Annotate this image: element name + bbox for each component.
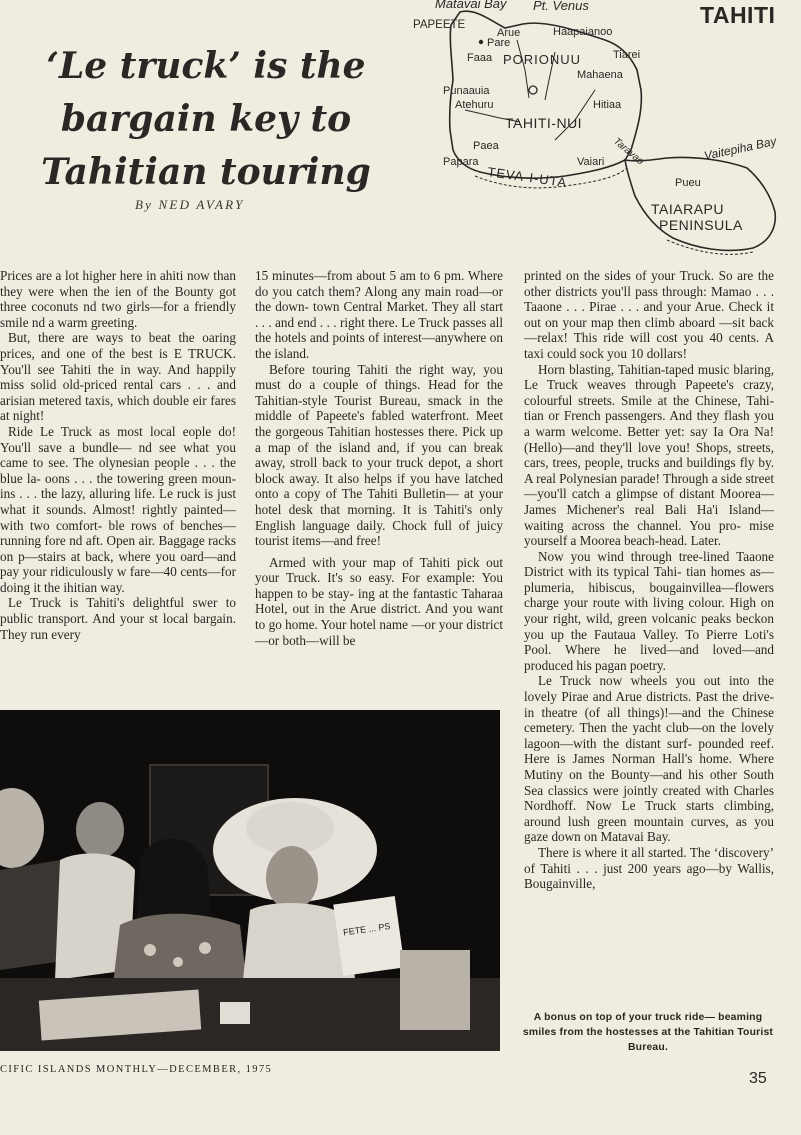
paragraph: 15 minutes—from about 5 am to 6 pm. Where do you catch them? Along any main road—or the down- town Central Market. They all start . . . and end . . . right there. Le Truck passes all the hotels and points of interest—anywhere on the island. [255, 268, 503, 361]
brochure-stack [400, 950, 470, 1030]
paragraph: Now you wind through tree-lined Taaone District with its typical Tahi- tian homes as—plumeria, hibiscus, bougainvillea—flowers charge your route with living colour. High on your right, wild, green volcanic peaks beckon you up the Fautaua Valley. To Pierre Loti's Pool. Where he lived—and loved—and produced his pagan poetry. [524, 548, 774, 673]
cup [220, 1002, 250, 1024]
map-label-pueu: Pueu [675, 177, 701, 189]
map-label-taravao: Taravao [611, 135, 646, 168]
map-label-papeete: PAPEETE [413, 19, 466, 31]
fete-sign-text: FETE ... PS [342, 920, 392, 938]
mountain-symbol [529, 86, 537, 94]
photo-illustration [0, 710, 500, 1051]
map-label-peninsula: PENINSULA [659, 217, 743, 233]
paragraph: Ride Le Truck as most local eople do! You'll save a bundle— nd see what you came to see. The olynesian people . . . the blue la- oons . . . the towering green moun- ins . . . the lazy, alluring life. Le ruck is just what it sounds. Almost! rightly painted—with two comfort- ble rows of benches—running fore nd aft. Open air. Baggage racks on p—stairs at back, where you oard—and pay your ridiculously w fare—40 cents—for doing it the ihitian way. [0, 423, 236, 595]
map-label-vaitepiha-bay: Vaitepiha Bay [702, 133, 778, 163]
map-label-teva-i-uta: TEVA-I-UTA [486, 164, 569, 191]
map-label-atehuru: Atehuru [455, 99, 494, 111]
map-label-arue: Arue [497, 27, 521, 39]
paragraph: Before touring Tahiti the right way, you must do a couple of things. Head for the Tahitian-style Tourist Bureau, smack in the middle of Papeete's fabled waterfront. Meet the gorgeous Tahitian hostesses there. Pick up a map of the island and, if you can break away, stroll back to your truck depot, a short block away. It also helps if you have latched onto a copy of The Tahiti Bulletin— at your hotel desk that morning. It is Tahiti's only English language daily. Chock full of juicy tourist items—and free! [255, 361, 503, 549]
tahiti-map [405, 0, 801, 262]
map-label-pt-venus: Pt. Venus [533, 0, 589, 13]
paragraph: Le Truck now wheels you out into the lovely Pirae and Arue districts. Past the drive-in theatre (of all things)!—and the Chinese cemetery. Then the yacht club—on the lovely lagoon—with the distant surf- pounded reef. Here is James Norman Hall's home. Where Mutiny on the Bounty—and his other South Sea classics were jointly created with Charles Nordhoff. Now Le Truck starts climbing, around lush green mountain curves, as you gaze down on Matavai Bay. [524, 673, 774, 845]
paragraph: Armed with your map of Tahiti pick out your Truck. It's so easy. For example: You happen to be stay- ing at the fantastic Taharaa Hotel, out in the Arue district. And you want to go home. Your hotel name —or your district—or both—will be [255, 554, 503, 648]
paragraph: But, there are ways to beat the oaring prices, and one of the best is E TRUCK. You'll see Tahiti the in way. And happily miss solid old-priced rental cars . . . and arisian metered taxis, which double eir fares at night! [0, 330, 236, 424]
person-head [76, 802, 124, 858]
map-label-haapaianoo: Haapaianoo [553, 26, 613, 38]
article-column-1 [0, 268, 236, 642]
map-label-paea: Paea [473, 140, 499, 152]
map-label-papara: Papara [443, 156, 479, 168]
photo-caption: A bonus on top of your truck ride— beaming smiles from the hostesses at the Tahitian Tourist Bureau. [522, 1012, 774, 1053]
section-tag: TAHITI [700, 2, 776, 28]
papeete-dot [479, 40, 483, 44]
article-column-2 [255, 268, 503, 648]
page-number: 35 [749, 1070, 767, 1087]
article-headline: ‘Le truck’ is the bargain key to Tahitian touring [41, 45, 371, 193]
map-label-faaa: Faaa [467, 52, 493, 64]
paragraph: Prices are a lot higher here in ahiti now than they were when the ien of the Bounty got three coconuts nd two girls—for a friendly smile nd a warm greeting. [0, 268, 236, 330]
hostess-face [266, 846, 318, 910]
map-label-hitiaa: Hitiaa [593, 99, 622, 111]
map-label-tahiti-nui: TAHITI-NUI [505, 115, 583, 131]
map-label-mahaena: Mahaena [577, 69, 623, 81]
hostesses-photo [0, 710, 500, 1051]
map-label-pare: Pare [487, 37, 511, 49]
reef-line [667, 240, 753, 254]
footer-publication: CIFIC ISLANDS MONTHLY—DECEMBER, 1975 [0, 1064, 273, 1075]
map-label-matavai-bay: Matavai Bay [435, 0, 507, 11]
map-label-tiarei: Tiarei [613, 49, 641, 61]
map-label-punaauia: Punaauia [443, 85, 490, 97]
byline: By NED AVARY [135, 197, 245, 212]
map-label-taiarapu: TAIARAPU [651, 201, 724, 217]
map-label-porionuu: PORIONUU [503, 52, 582, 67]
paragraph: Le Truck is Tahiti's delightful swer to public transport. And your st local bargain. They run every [0, 595, 236, 642]
paragraph: There is where it all started. The ‘discovery’ of Tahiti . . . just 200 years ago—by Wallis, Bougainville, [524, 844, 774, 892]
tahiti-map-svg [405, 0, 801, 262]
map-label-vaiari: Vaiari [577, 156, 605, 168]
district-line [517, 40, 529, 98]
article-column-3 [524, 268, 774, 892]
paragraph: printed on the sides of your Truck. So are the other districts you'll pass through: Mamao . . . Taaone . . . Pirae . . . and your Arue. Check it out on your map then climb aboard —sit back—relax! This ride will cost you 40 cents. A taxi could sock you 10 dollars! [524, 268, 774, 361]
paragraph: Horn blasting, Tahitian-taped music blaring, Le Truck weaves through Papeete's crazy, colourful streets. Smile at the Chinese, Tahi- tian or French passengers. And they flash you a warm welcome. Better yet: say Ia Ora Na! (Hello)—and they'll love you! Shops, streets, cars, trees, people, trucks and buildings fly by. A real Polynesian parade! Through a side street—you'll catch a glimpse of distant Moorea—James Michener's real Bali Ha'i Island— waiting across the channel. You pro- mise yourself a Moorea beach-head. Later. [524, 361, 774, 549]
